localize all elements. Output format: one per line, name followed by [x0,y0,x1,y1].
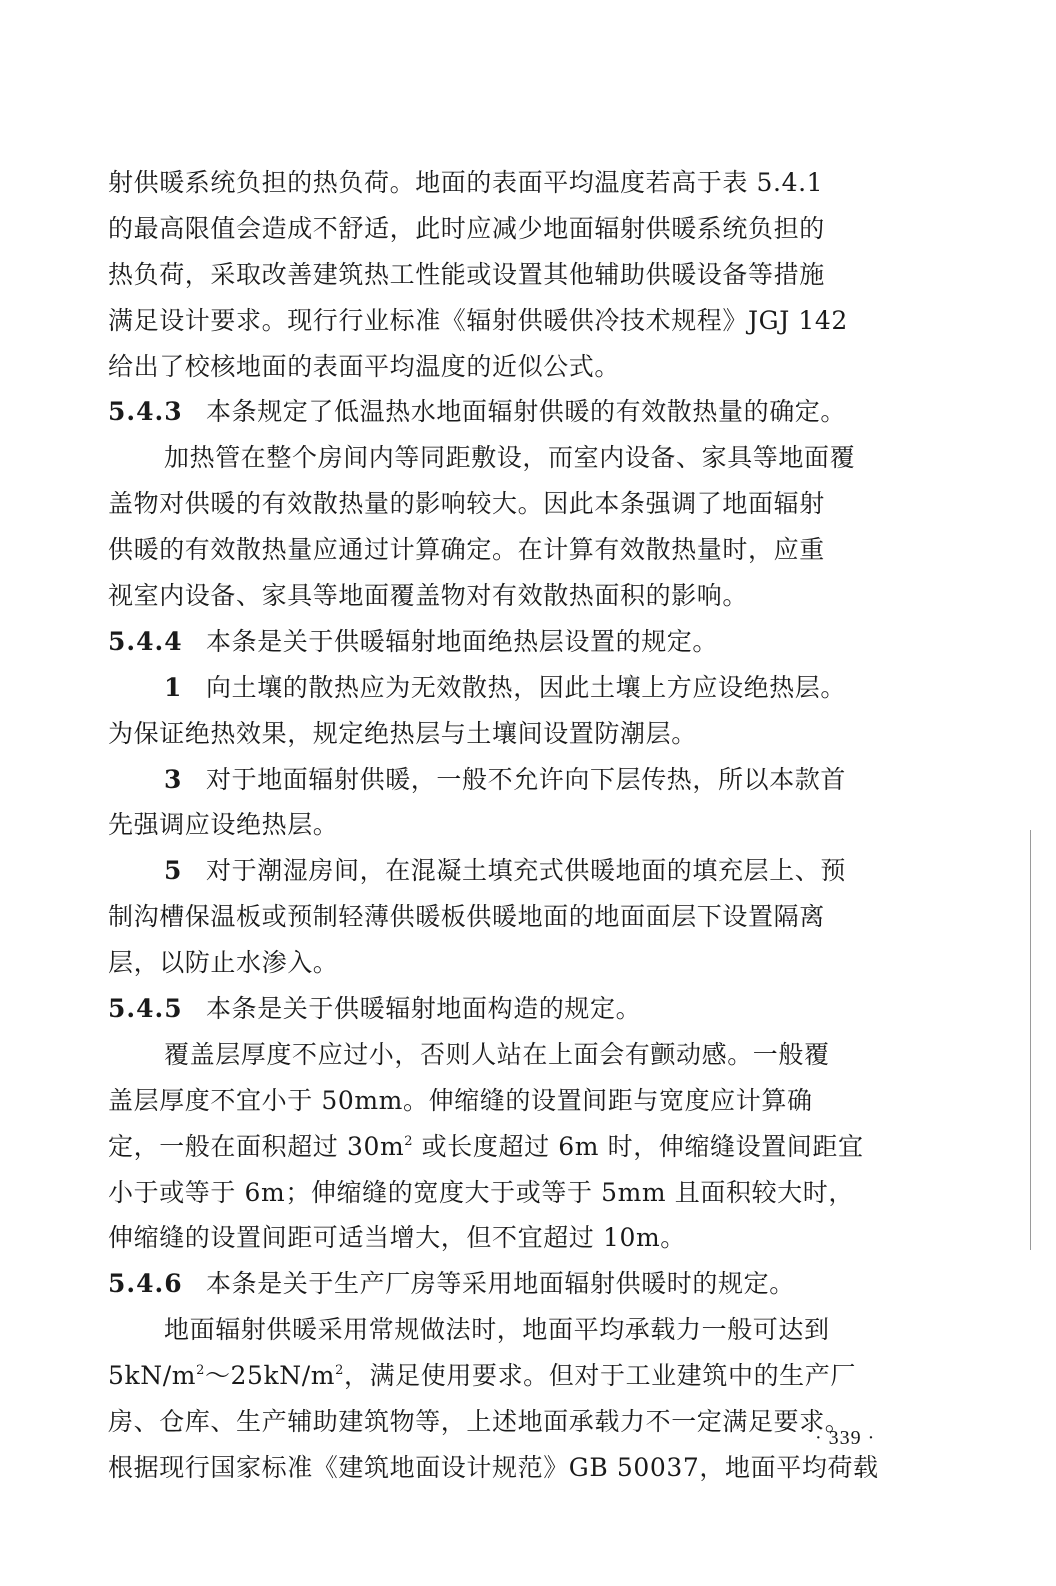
section-title: 本条规定了低温热水地面辐射供暖的有效散热量的确定。 [206,397,847,427]
text-run: ，满足使用要求。但对于工业建筑中的生产厂 [343,1361,856,1391]
section-number: 5.4.6 [108,1269,183,1299]
text-run: ～25kN/m [204,1361,336,1391]
text-line: 满足设计要求。现行行业标准《辐射供暖供冷技术规程》JGJ 142 [108,305,848,335]
section-heading-5-4-6 [108,1261,918,1307]
text-line: 制沟槽保温板或预制轻薄供暖板供暖地面的地面面层下设置隔离 [108,902,825,932]
page-number: · 339 · [815,1427,876,1449]
text-line: 盖物对供暖的有效散热量的影响较大。因此本条强调了地面辐射 [108,489,825,519]
text-line [108,1124,918,1170]
item-number: 3 [164,764,182,794]
text-line: 层，以防止水渗入。 [108,948,339,978]
section-number: 5.4.5 [108,994,183,1024]
section-number: 5.4.3 [108,397,183,427]
text-line: 覆盖层厚度不应过小，否则人站在上面会有颤动感。一般覆 [164,1039,830,1069]
section-number: 5.4.4 [108,626,183,656]
text-line: 的最高限值会造成不舒适，此时应减少地面辐射供暖系统负担的 [108,213,825,243]
text-line: 房、仓库、生产辅助建筑物等，上述地面承载力不一定满足要求。 [108,1407,851,1437]
superscript: 2 [335,1363,344,1379]
section-heading-5-4-5 [108,986,918,1032]
item-text: 对于地面辐射供暖，一般不允许向下层传热，所以本款首 [206,764,847,794]
text-line: 地面辐射供暖采用常规做法时，地面平均承载力一般可达到 [164,1315,830,1345]
text-line: 根据现行国家标准《建筑地面设计规范》GB 50037，地面平均荷载 [108,1452,879,1482]
text-line: 伸缩缝的设置间距可适当增大，但不宜超过 10m。 [108,1223,686,1253]
section-heading-5-4-4 [108,619,918,665]
text-line: 先强调应设绝热层。 [108,810,339,840]
text-line: 给出了校核地面的表面平均温度的近似公式。 [108,351,621,381]
text-line: 加热管在整个房间内等同距敷设，而室内设备、家具等地面覆 [164,443,856,473]
text-run: 或长度超过 6m 时，伸缩缝设置间距宜 [413,1131,864,1161]
list-item [108,665,918,711]
scan-edge-line [1030,830,1031,1250]
text-run: 5kN/m [108,1361,197,1391]
item-number: 5 [164,856,182,886]
text-line [108,1353,918,1399]
section-heading-5-4-3 [108,389,918,435]
text-line: 盖层厚度不宜小于 50mm。伸缩缝的设置间距与宽度应计算确 [108,1085,813,1115]
list-item [108,757,918,803]
superscript: 2 [196,1363,205,1379]
item-text: 对于潮湿房间，在混凝土填充式供暖地面的填充层上、预 [206,856,847,886]
text-run: 定，一般在面积超过 30m [108,1131,405,1161]
text-line: 热负荷，采取改善建筑热工性能或设置其他辅助供暖设备等措施 [108,259,825,289]
section-title: 本条是关于生产厂房等采用地面辐射供暖时的规定。 [206,1269,795,1299]
section-title: 本条是关于供暖辐射地面绝热层设置的规定。 [206,626,719,656]
superscript: 2 [404,1133,414,1149]
list-item [108,848,918,894]
item-number: 1 [164,672,182,702]
item-text: 向土壤的散热应为无效散热，因此土壤上方应设绝热层。 [206,672,847,702]
text-line: 视室内设备、家具等地面覆盖物对有效散热面积的影响。 [108,581,749,611]
text-line: 为保证绝热效果，规定绝热层与土壤间设置防潮层。 [108,718,697,748]
text-line: 射供暖系统负担的热负荷。地面的表面平均温度若高于表 5.4.1 [108,168,824,197]
text-line: 小于或等于 6m；伸缩缝的宽度大于或等于 5mm 且面积较大时， [108,1177,854,1207]
document-body [108,160,918,1491]
text-line: 供暖的有效散热量应通过计算确定。在计算有效散热量时，应重 [108,535,825,565]
section-title: 本条是关于供暖辐射地面构造的规定。 [206,994,642,1024]
